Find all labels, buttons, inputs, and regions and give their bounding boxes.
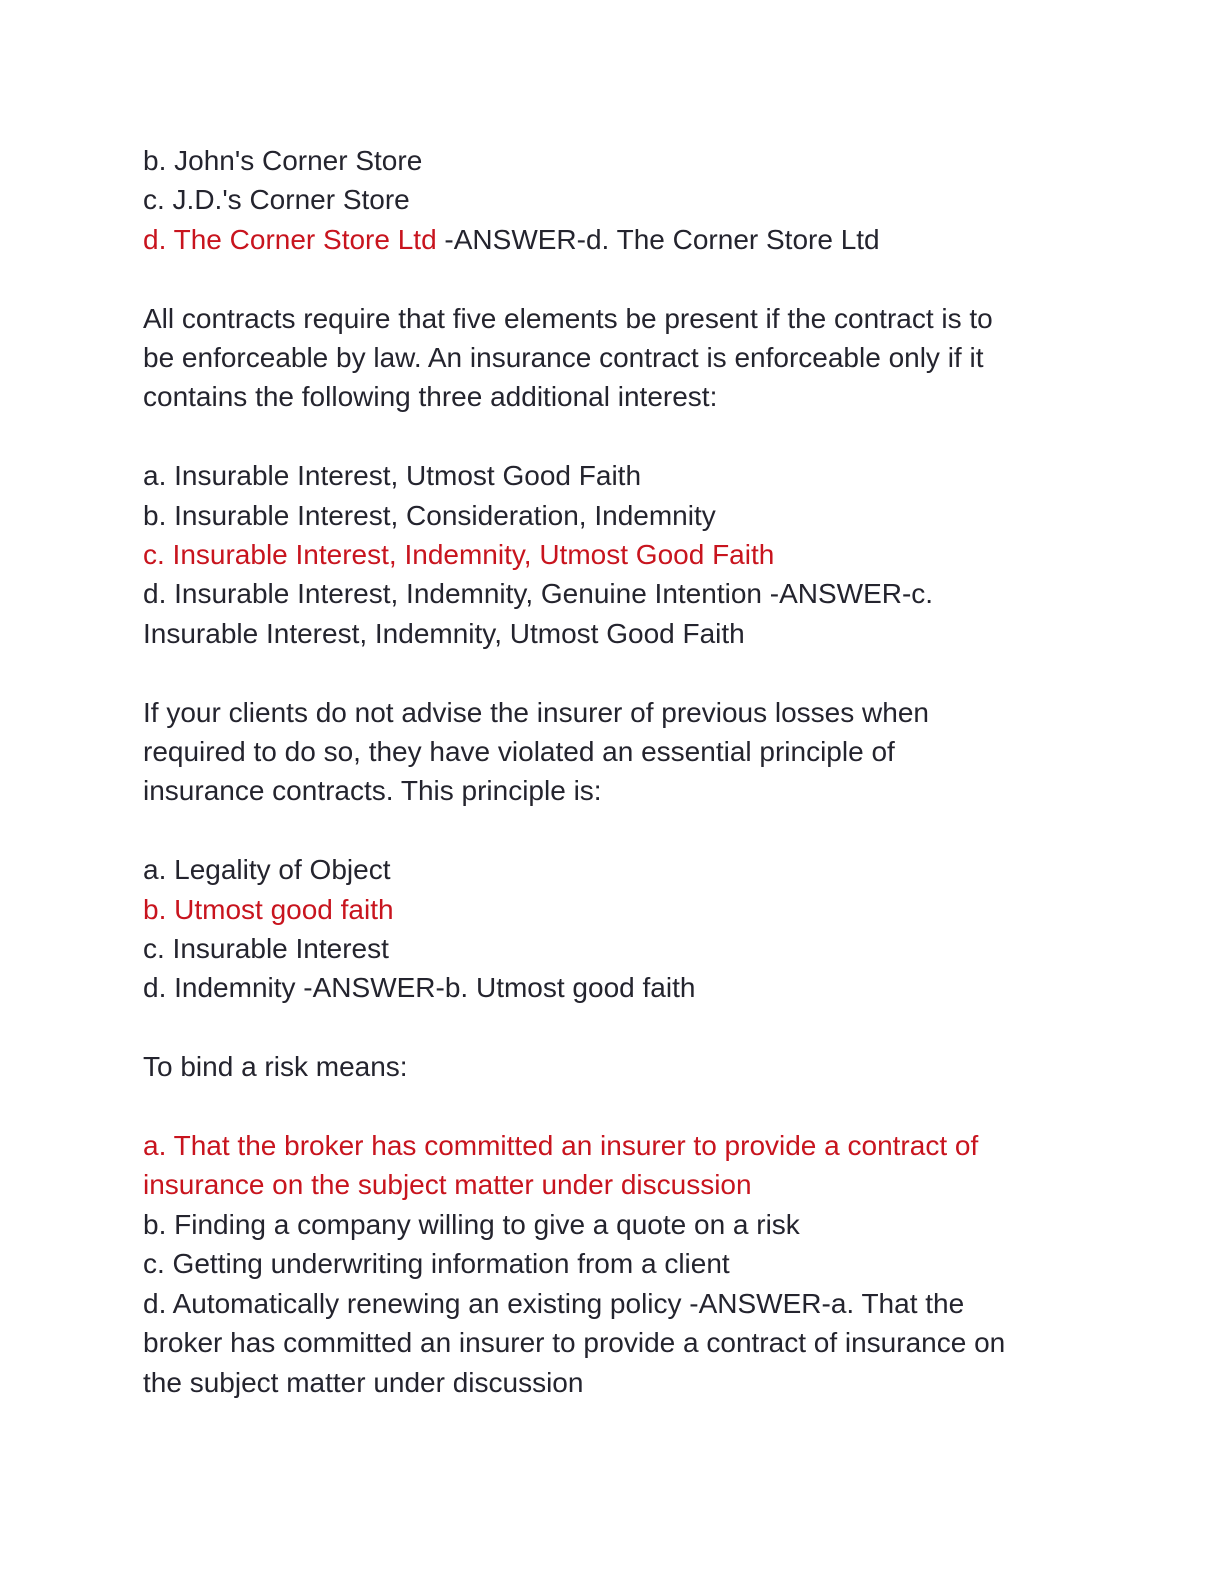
- correct-option-highlight: insurance on the subject matter under discussion: [143, 1169, 752, 1201]
- paragraph-gap: [143, 653, 1083, 692]
- correct-option-highlight: b. Utmost good faith: [143, 893, 394, 925]
- question-text-line: If your clients do not advise the insurer of previous losses when: [143, 696, 929, 728]
- answer-text: the subject matter under discussion: [143, 1366, 584, 1398]
- correct-option-highlight: d. The Corner Store Ltd: [143, 223, 437, 255]
- option-d-with-answer: d. Indemnity -ANSWER-b. Utmost good faith: [143, 972, 696, 1004]
- option-c: c. Insurable Interest: [143, 933, 389, 965]
- paragraph-gap: [143, 259, 1083, 298]
- paragraph-gap: [143, 1008, 1083, 1047]
- correct-option-highlight: c. Insurable Interest, Indemnity, Utmost Good Faith: [143, 539, 775, 571]
- option-b: b. Insurable Interest, Consideration, Indemnity: [143, 499, 716, 531]
- option-c: c. J.D.'s Corner Store: [143, 184, 410, 216]
- option-a: a. Legality of Object: [143, 854, 391, 886]
- answer-text: -ANSWER-d. The Corner Store Ltd: [436, 223, 880, 255]
- paragraph-gap: [143, 417, 1083, 456]
- option-c: c. Getting underwriting information from a client: [143, 1248, 730, 1280]
- paragraph-gap: [143, 811, 1083, 850]
- answer-text: Insurable Interest, Indemnity, Utmost Good Faith: [143, 617, 745, 649]
- question-text-line: required to do so, they have violated an essential principle of: [143, 736, 895, 768]
- option-a: a. Insurable Interest, Utmost Good Faith: [143, 460, 642, 492]
- option-b: b. John's Corner Store: [143, 145, 423, 176]
- option-d-with-answer: d. Insurable Interest, Indemnity, Genuine Intention -ANSWER-c.: [143, 578, 934, 610]
- question-text-line: insurance contracts. This principle is:: [143, 775, 602, 807]
- question-text-line: All contracts require that five elements be present if the contract is to: [143, 302, 993, 334]
- question-text-line: contains the following three additional interest:: [143, 381, 718, 413]
- option-d-with-answer: [143, 220, 1083, 259]
- correct-option-highlight: a. That the broker has committed an insurer to provide a contract of: [143, 1130, 979, 1162]
- question-block-previous-losses: [143, 693, 1083, 1008]
- answer-text: broker has committed an insurer to provide a contract of insurance on: [143, 1327, 1006, 1359]
- question-block-contract-elements: [143, 299, 1083, 654]
- question-text-line: be enforceable by law. An insurance contract is enforceable only if it: [143, 342, 984, 374]
- option-b: b. Finding a company willing to give a quote on a risk: [143, 1208, 800, 1240]
- option-d-with-answer: d. Automatically renewing an existing policy -ANSWER-a. That the: [143, 1287, 965, 1319]
- question-block-bind-risk: [143, 1047, 1083, 1402]
- question-text-line: To bind a risk means:: [143, 1051, 408, 1083]
- document-page: [143, 141, 1083, 1402]
- paragraph-gap: [143, 1087, 1083, 1126]
- question-block-corner-store: [143, 141, 1083, 259]
